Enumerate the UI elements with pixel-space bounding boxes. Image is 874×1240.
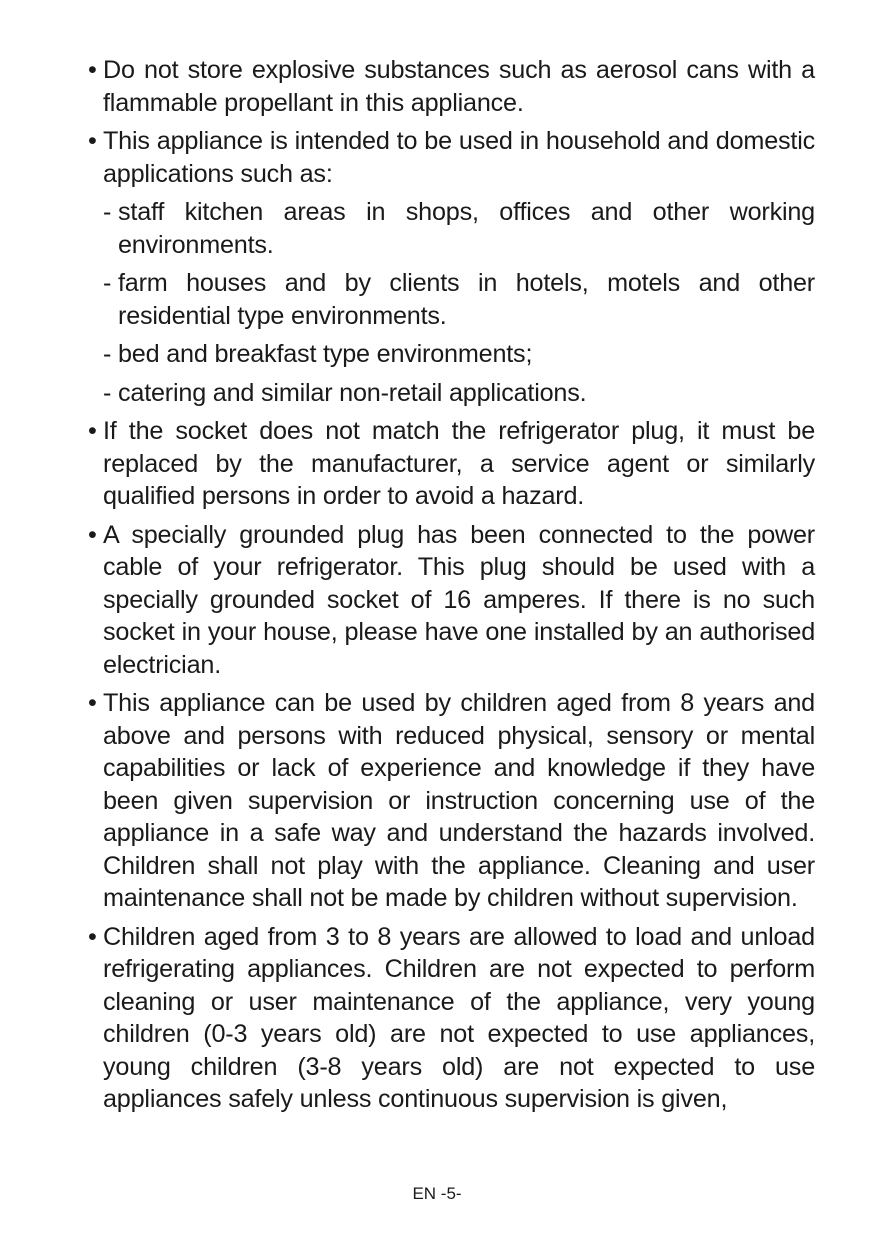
dash-marker: - [103,340,112,368]
document-page [88,54,815,1122]
bullet-text: If the socket does not match the refrigerator plug, it must be replaced by the manufacturer, a service agent or similarly qualified persons in order to avoid a hazard. [103,417,815,510]
sub-item-text: bed and breakfast type environments; [118,340,533,368]
bullet-text: A specially grounded plug has been connected to the power cable of your refrigerator. This plug should be used with a specially grounded socket of 16 amperes. If there is no such socket in your house, please have one installed by an authorised electrician. [103,520,815,679]
bullet-text: This appliance is intended to be used in household and domestic applications such as: [103,127,815,188]
sub-item-catering [88,377,815,410]
bullet-item-socket-mismatch [88,415,815,513]
dash-marker: - [103,198,112,226]
bullet-text: This appliance can be used by children aged from 8 years and above and persons with reduced physical, sensory or mental capabilities or lack of experience and knowledge if they have been given supervision or instruction concerning use of the appliance in a safe way and understand the hazards involved. Children shall not play with the appliance. Cleaning and user maintenance shall not be made by children without supervision. [103,689,815,912]
sub-item-bed-breakfast [88,338,815,371]
sub-item-farm-houses [88,267,815,332]
sub-item-text: catering and similar non-retail applications. [118,378,587,407]
bullet-item-grounded-plug [88,519,815,682]
bullet-item-aerosol [88,54,815,119]
bullet-marker: • [88,56,97,84]
bullet-item-children-8-years [88,687,815,915]
dash-marker: - [103,378,112,407]
bullet-item-children-3-8-years [88,921,815,1116]
bullet-marker: • [88,689,97,717]
page-number: EN -5- [412,1184,462,1203]
sub-item-staff-kitchen [88,196,815,261]
sub-item-text: farm houses and by clients in hotels, motels and other residential type environments. [118,269,815,330]
bullet-text: Do not store explosive substances such as aerosol cans with a flammable propellant in this appliance. [103,56,815,117]
bullet-marker: • [88,922,97,951]
bullet-item-household-use [88,125,815,190]
bullet-marker: • [88,520,97,549]
dash-marker: - [103,269,112,297]
bullet-marker: • [88,127,97,155]
bullet-marker: • [88,417,97,445]
bullet-text: Children aged from 3 to 8 years are allowed to load and unload refrigerating appliances. Children are not expected to perform cleaning or user maintenance of the appliance, very young children (0-3 years old) are not expected to use appliances, young children (3-8 years old) are not expected to use appliances safely unless continuous supervision is given, [103,922,815,1113]
sub-item-text: staff kitchen areas in shops, offices and other working environments. [118,198,815,259]
